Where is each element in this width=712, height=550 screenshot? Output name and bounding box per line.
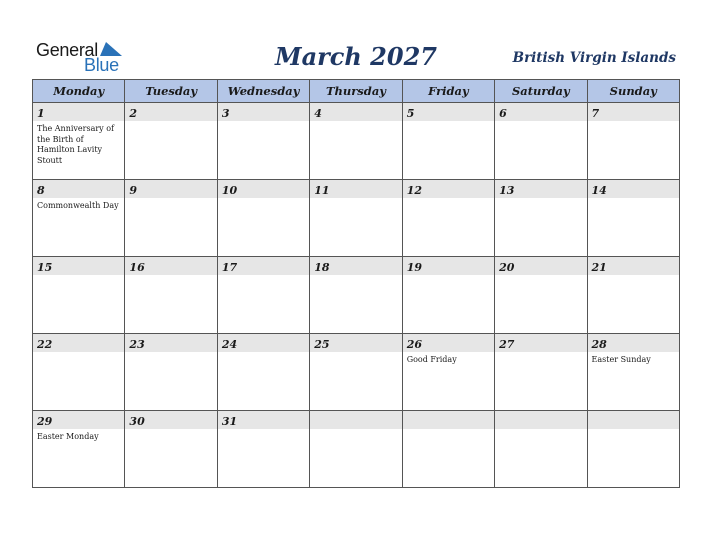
day-number-bar <box>588 180 679 198</box>
day-cell <box>495 180 587 257</box>
day-number: 11 <box>314 184 330 197</box>
day-number-bar <box>33 180 124 198</box>
day-cell <box>33 103 125 180</box>
day-cell <box>310 103 402 180</box>
day-number: 12 <box>406 184 422 197</box>
weekday-header: Monday <box>33 80 125 103</box>
day-cell <box>495 334 587 411</box>
day-number: 25 <box>314 338 330 351</box>
day-cell <box>587 103 679 180</box>
day-number: 9 <box>129 184 138 197</box>
day-number: 4 <box>314 107 322 120</box>
day-cell <box>587 411 679 488</box>
weekday-header: Thursday <box>310 80 402 103</box>
day-number: 22 <box>37 338 53 351</box>
day-number-bar <box>403 103 494 121</box>
holiday-label: The Anniversary of the Birth of Hamilton Lavity Stoutt <box>37 124 115 165</box>
week-row <box>33 103 680 180</box>
day-cell <box>125 411 217 488</box>
day-cell <box>217 411 309 488</box>
weekday-header: Tuesday <box>125 80 217 103</box>
empty-day-bar <box>403 411 494 429</box>
day-cell <box>33 334 125 411</box>
day-number: 18 <box>314 261 330 274</box>
day-cell <box>33 257 125 334</box>
holiday-label: Commonwealth Day <box>37 201 119 210</box>
day-cell <box>217 103 309 180</box>
holiday-label: Easter Monday <box>37 432 99 441</box>
calendar-grid <box>32 79 680 488</box>
logo-general-text: General <box>36 40 98 60</box>
day-number: 21 <box>591 261 607 274</box>
day-number-bar <box>33 334 124 352</box>
weekday-header: Friday <box>402 80 494 103</box>
day-number-bar <box>495 103 586 121</box>
weekday-header: Wednesday <box>217 80 309 103</box>
day-number-bar <box>403 334 494 352</box>
holiday-label: Easter Sunday <box>591 355 651 364</box>
day-cell <box>495 257 587 334</box>
day-number: 27 <box>499 338 515 351</box>
day-number-bar <box>310 334 401 352</box>
day-number: 19 <box>406 261 422 274</box>
day-cell <box>217 180 309 257</box>
day-number-bar <box>310 103 401 121</box>
day-number: 17 <box>221 261 238 274</box>
week-row <box>33 180 680 257</box>
day-number: 28 <box>591 338 607 351</box>
day-cell <box>33 180 125 257</box>
day-number-bar <box>495 257 586 275</box>
day-number-bar <box>33 103 124 121</box>
week-row <box>33 257 680 334</box>
day-number: 3 <box>221 107 230 120</box>
day-number: 24 <box>221 338 238 351</box>
day-cell <box>310 411 402 488</box>
day-number: 6 <box>499 107 507 120</box>
weekday-header: Sunday <box>587 80 679 103</box>
day-cell <box>33 411 125 488</box>
day-cell <box>217 334 309 411</box>
day-number-bar <box>495 334 586 352</box>
day-number-bar <box>310 257 401 275</box>
day-number-bar <box>588 103 679 121</box>
day-cell <box>125 180 217 257</box>
day-cell <box>495 411 587 488</box>
day-cell <box>495 103 587 180</box>
day-number-bar <box>218 103 309 121</box>
day-number-bar <box>125 257 216 275</box>
day-number-bar <box>125 180 216 198</box>
day-number: 13 <box>499 184 515 197</box>
day-cell <box>587 334 679 411</box>
calendar-title: March 2027 <box>275 42 437 71</box>
weekday-header: Saturday <box>495 80 587 103</box>
day-number-bar <box>218 334 309 352</box>
day-number: 10 <box>221 184 238 197</box>
day-cell <box>402 411 494 488</box>
day-number: 14 <box>591 184 607 197</box>
empty-day-bar <box>495 411 586 429</box>
day-number: 20 <box>499 261 515 274</box>
day-number: 2 <box>129 107 138 120</box>
day-number: 30 <box>129 415 145 428</box>
day-number-bar <box>125 334 216 352</box>
region-name: British Virgin Islands <box>512 50 676 66</box>
day-cell <box>310 334 402 411</box>
empty-day-bar <box>310 411 401 429</box>
day-number: 16 <box>129 261 145 274</box>
day-number-bar <box>218 411 309 429</box>
day-number: 5 <box>406 107 415 120</box>
week-row <box>33 334 680 411</box>
empty-day-bar <box>588 411 679 429</box>
day-number: 15 <box>37 261 53 274</box>
day-number-bar <box>588 257 679 275</box>
day-number-bar <box>403 257 494 275</box>
day-number-bar <box>33 257 124 275</box>
week-row <box>33 411 680 488</box>
logo-blue-text: Blue <box>84 55 119 75</box>
day-cell <box>587 257 679 334</box>
day-cell <box>587 180 679 257</box>
day-number-bar <box>403 180 494 198</box>
day-cell <box>402 257 494 334</box>
day-cell <box>310 257 402 334</box>
day-number: 31 <box>221 415 238 428</box>
day-number-bar <box>125 103 216 121</box>
day-number: 29 <box>37 415 53 428</box>
day-number: 1 <box>37 107 45 120</box>
day-number: 7 <box>591 107 600 120</box>
day-cell <box>125 257 217 334</box>
day-number: 8 <box>37 184 45 197</box>
day-number-bar <box>33 411 124 429</box>
day-cell <box>217 257 309 334</box>
day-number-bar <box>125 411 216 429</box>
day-cell <box>310 180 402 257</box>
day-number-bar <box>495 180 586 198</box>
day-cell <box>125 334 217 411</box>
holiday-label: Good Friday <box>406 355 457 364</box>
day-number-bar <box>588 334 679 352</box>
day-cell <box>125 103 217 180</box>
day-number-bar <box>310 180 401 198</box>
weekday-header-row <box>33 80 680 103</box>
day-cell <box>402 334 494 411</box>
day-cell <box>402 180 494 257</box>
day-number: 26 <box>406 338 422 351</box>
day-number: 23 <box>129 338 145 351</box>
day-number-bar <box>218 180 309 198</box>
day-number-bar <box>218 257 309 275</box>
day-cell <box>402 103 494 180</box>
